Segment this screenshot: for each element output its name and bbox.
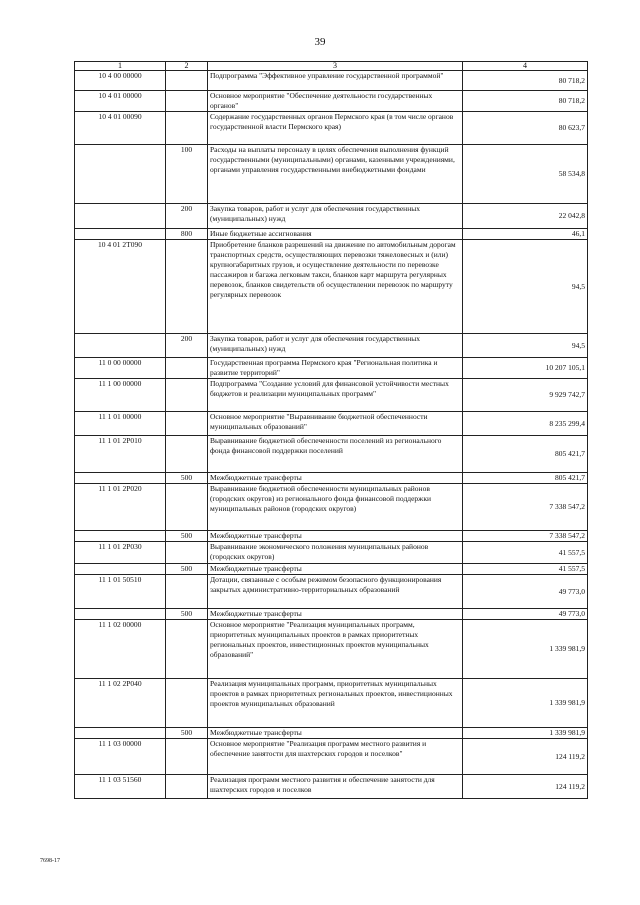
row-expense-type: 200 [166, 334, 208, 358]
table-row [75, 91, 588, 112]
row-name: Реализация муниципальных программ, приоритетных муниципальных проектов в рамках приоритетных региональных проектов, инвестиционных проектов муниципальных образований [208, 679, 463, 728]
table-row [75, 564, 588, 575]
row-expense-type [166, 620, 208, 679]
row-code [75, 145, 166, 204]
row-expense-type [166, 775, 208, 799]
row-code: 11 1 01 2Р030 [75, 542, 166, 564]
column-header-3: 3 [208, 62, 463, 71]
row-amount: 49 773,0 [463, 575, 588, 609]
row-name: Выравнивание бюджетной обеспеченности поселений из регионального фонда финансовой поддержки поселений [208, 436, 463, 473]
table-row [75, 436, 588, 473]
row-expense-type [166, 484, 208, 531]
table-row [75, 473, 588, 484]
table-row [75, 679, 588, 728]
row-expense-type [166, 679, 208, 728]
row-expense-type [166, 739, 208, 775]
row-name: Дотации, связанные с особым режимом безопасного функционирования закрытых административно-территориальных образований [208, 575, 463, 609]
table-row [75, 334, 588, 358]
row-amount: 80 718,2 [463, 71, 588, 91]
row-expense-type [166, 358, 208, 379]
row-code [75, 473, 166, 484]
table-row [75, 379, 588, 412]
row-name: Межбюджетные трансферты [208, 473, 463, 484]
row-amount: 80 623,7 [463, 112, 588, 145]
table-row [75, 112, 588, 145]
row-code [75, 609, 166, 620]
row-name: Реализация программ местного развития и обеспечение занятости для шахтерских городов и поселков [208, 775, 463, 799]
row-name: Межбюджетные трансферты [208, 609, 463, 620]
row-code: 10 4 01 00000 [75, 91, 166, 112]
table-row [75, 542, 588, 564]
row-name: Основное мероприятие "Реализация программ местного развития и обеспечение занятости для шахтерских городов и поселков" [208, 739, 463, 775]
row-amount: 7 338 547,2 [463, 531, 588, 542]
row-code: 11 1 01 00000 [75, 412, 166, 436]
row-amount: 80 718,2 [463, 91, 588, 112]
row-name: Основное мероприятие "Выравнивание бюджетной обеспеченности муниципальных образований" [208, 412, 463, 436]
row-code [75, 229, 166, 240]
row-name: Расходы на выплаты персоналу в целях обеспечения выполнения функций государственными (муниципальными) органами, казенными учреждениями, органами управления государственными внебюджетными фондами [208, 145, 463, 204]
row-expense-type: 500 [166, 473, 208, 484]
row-name: Иные бюджетные ассигнования [208, 229, 463, 240]
row-name: Закупка товаров, работ и услуг для обеспечения государственных (муниципальных) нужд [208, 334, 463, 358]
table-row [75, 229, 588, 240]
row-expense-type: 500 [166, 609, 208, 620]
table-body [75, 71, 588, 799]
row-code [75, 728, 166, 739]
row-amount: 58 534,8 [463, 145, 588, 204]
row-code: 11 0 00 00000 [75, 358, 166, 379]
column-header-4: 4 [463, 62, 588, 71]
row-name: Основное мероприятие "Обеспечение деятельности государственных органов" [208, 91, 463, 112]
row-code: 11 1 01 50510 [75, 575, 166, 609]
row-expense-type: 500 [166, 531, 208, 542]
row-expense-type [166, 112, 208, 145]
row-name: Выравнивание бюджетной обеспеченности муниципальных районов (городских округов) из регионального фонда финансовой поддержки муниципальных районов (городских округов) [208, 484, 463, 531]
row-amount: 8 235 299,4 [463, 412, 588, 436]
row-amount: 1 339 981,9 [463, 679, 588, 728]
table-row [75, 728, 588, 739]
row-expense-type [166, 71, 208, 91]
row-name: Подпрограмма "Эффективное управление государственной программой" [208, 71, 463, 91]
table-row [75, 204, 588, 229]
row-code: 11 1 03 51560 [75, 775, 166, 799]
row-amount: 805 421,7 [463, 436, 588, 473]
row-name: Выравнивание экономического положения муниципальных районов (городских округов) [208, 542, 463, 564]
row-expense-type [166, 91, 208, 112]
row-name: Подпрограмма "Создание условий для финансовой устойчивости местных бюджетов и реализации муниципальных программ" [208, 379, 463, 412]
row-amount: 1 339 981,9 [463, 728, 588, 739]
row-name: Межбюджетные трансферты [208, 564, 463, 575]
column-header-1: 1 [75, 62, 166, 71]
row-name: Межбюджетные трансферты [208, 728, 463, 739]
row-name: Приобретение бланков разрешений на движение по автомобильным дорогам транспортных средств, осуществляющих перевозки тяжеловесных и (или) крупногабаритных грузов, и осуществление деятельности по перевозке пассажиров и багажа легковым такси, бланков карт маршрута регулярных перевозок, бланков свидетельств об осуществлении перевозок по маршруту регулярных перевозок [208, 240, 463, 334]
row-code [75, 334, 166, 358]
row-code: 11 1 01 2Р010 [75, 436, 166, 473]
row-code: 11 1 00 00000 [75, 379, 166, 412]
row-amount: 805 421,7 [463, 473, 588, 484]
row-amount: 41 557,5 [463, 564, 588, 575]
row-name: Межбюджетные трансферты [208, 531, 463, 542]
row-amount: 41 557,5 [463, 542, 588, 564]
row-code: 11 1 01 2Р020 [75, 484, 166, 531]
budget-table [74, 61, 588, 799]
row-amount: 1 339 981,9 [463, 620, 588, 679]
row-expense-type [166, 436, 208, 473]
row-code: 11 1 02 2Р040 [75, 679, 166, 728]
row-name: Содержание государственных органов Пермского края (в том числе органов государственной власти Пермского края) [208, 112, 463, 145]
table-row [75, 609, 588, 620]
table-row [75, 412, 588, 436]
column-header-2: 2 [166, 62, 208, 71]
row-amount: 10 207 105,1 [463, 358, 588, 379]
table-header-row [75, 62, 588, 71]
row-expense-type: 100 [166, 145, 208, 204]
table-row [75, 531, 588, 542]
row-amount: 49 773,0 [463, 609, 588, 620]
row-code: 11 1 02 00000 [75, 620, 166, 679]
row-expense-type [166, 542, 208, 564]
row-expense-type: 500 [166, 728, 208, 739]
row-expense-type [166, 412, 208, 436]
table-row [75, 484, 588, 531]
row-amount: 7 338 547,2 [463, 484, 588, 531]
row-expense-type: 800 [166, 229, 208, 240]
row-code [75, 531, 166, 542]
row-name: Государственная программа Пермского края "Региональная политика и развитие территорий" [208, 358, 463, 379]
row-code: 10 4 01 00090 [75, 112, 166, 145]
row-amount: 9 929 742,7 [463, 379, 588, 412]
row-code: 10 4 01 2Т090 [75, 240, 166, 334]
row-amount: 94,5 [463, 240, 588, 334]
row-expense-type [166, 379, 208, 412]
footer-code: 7698-17 [40, 858, 60, 864]
row-expense-type [166, 575, 208, 609]
row-code [75, 204, 166, 229]
page-number: 39 [314, 36, 326, 48]
row-expense-type: 200 [166, 204, 208, 229]
row-expense-type [166, 240, 208, 334]
row-name: Основное мероприятие "Реализация муниципальных программ, приоритетных муниципальных проектов в рамках приоритетных региональных проектов, инвестиционных проектов муниципальных образований" [208, 620, 463, 679]
row-code [75, 564, 166, 575]
row-amount: 46,1 [463, 229, 588, 240]
table-row [75, 620, 588, 679]
row-code: 11 1 03 00000 [75, 739, 166, 775]
row-amount: 124 119,2 [463, 775, 588, 799]
table-row [75, 71, 588, 91]
table-row [75, 145, 588, 204]
row-expense-type: 500 [166, 564, 208, 575]
table-row [75, 358, 588, 379]
row-name: Закупка товаров, работ и услуг для обеспечения государственных (муниципальных) нужд [208, 204, 463, 229]
row-amount: 94,5 [463, 334, 588, 358]
table-row [75, 775, 588, 799]
table-row [75, 240, 588, 334]
row-code: 10 4 00 00000 [75, 71, 166, 91]
table-row [75, 575, 588, 609]
row-amount: 22 042,8 [463, 204, 588, 229]
row-amount: 124 119,2 [463, 739, 588, 775]
table-row [75, 739, 588, 775]
